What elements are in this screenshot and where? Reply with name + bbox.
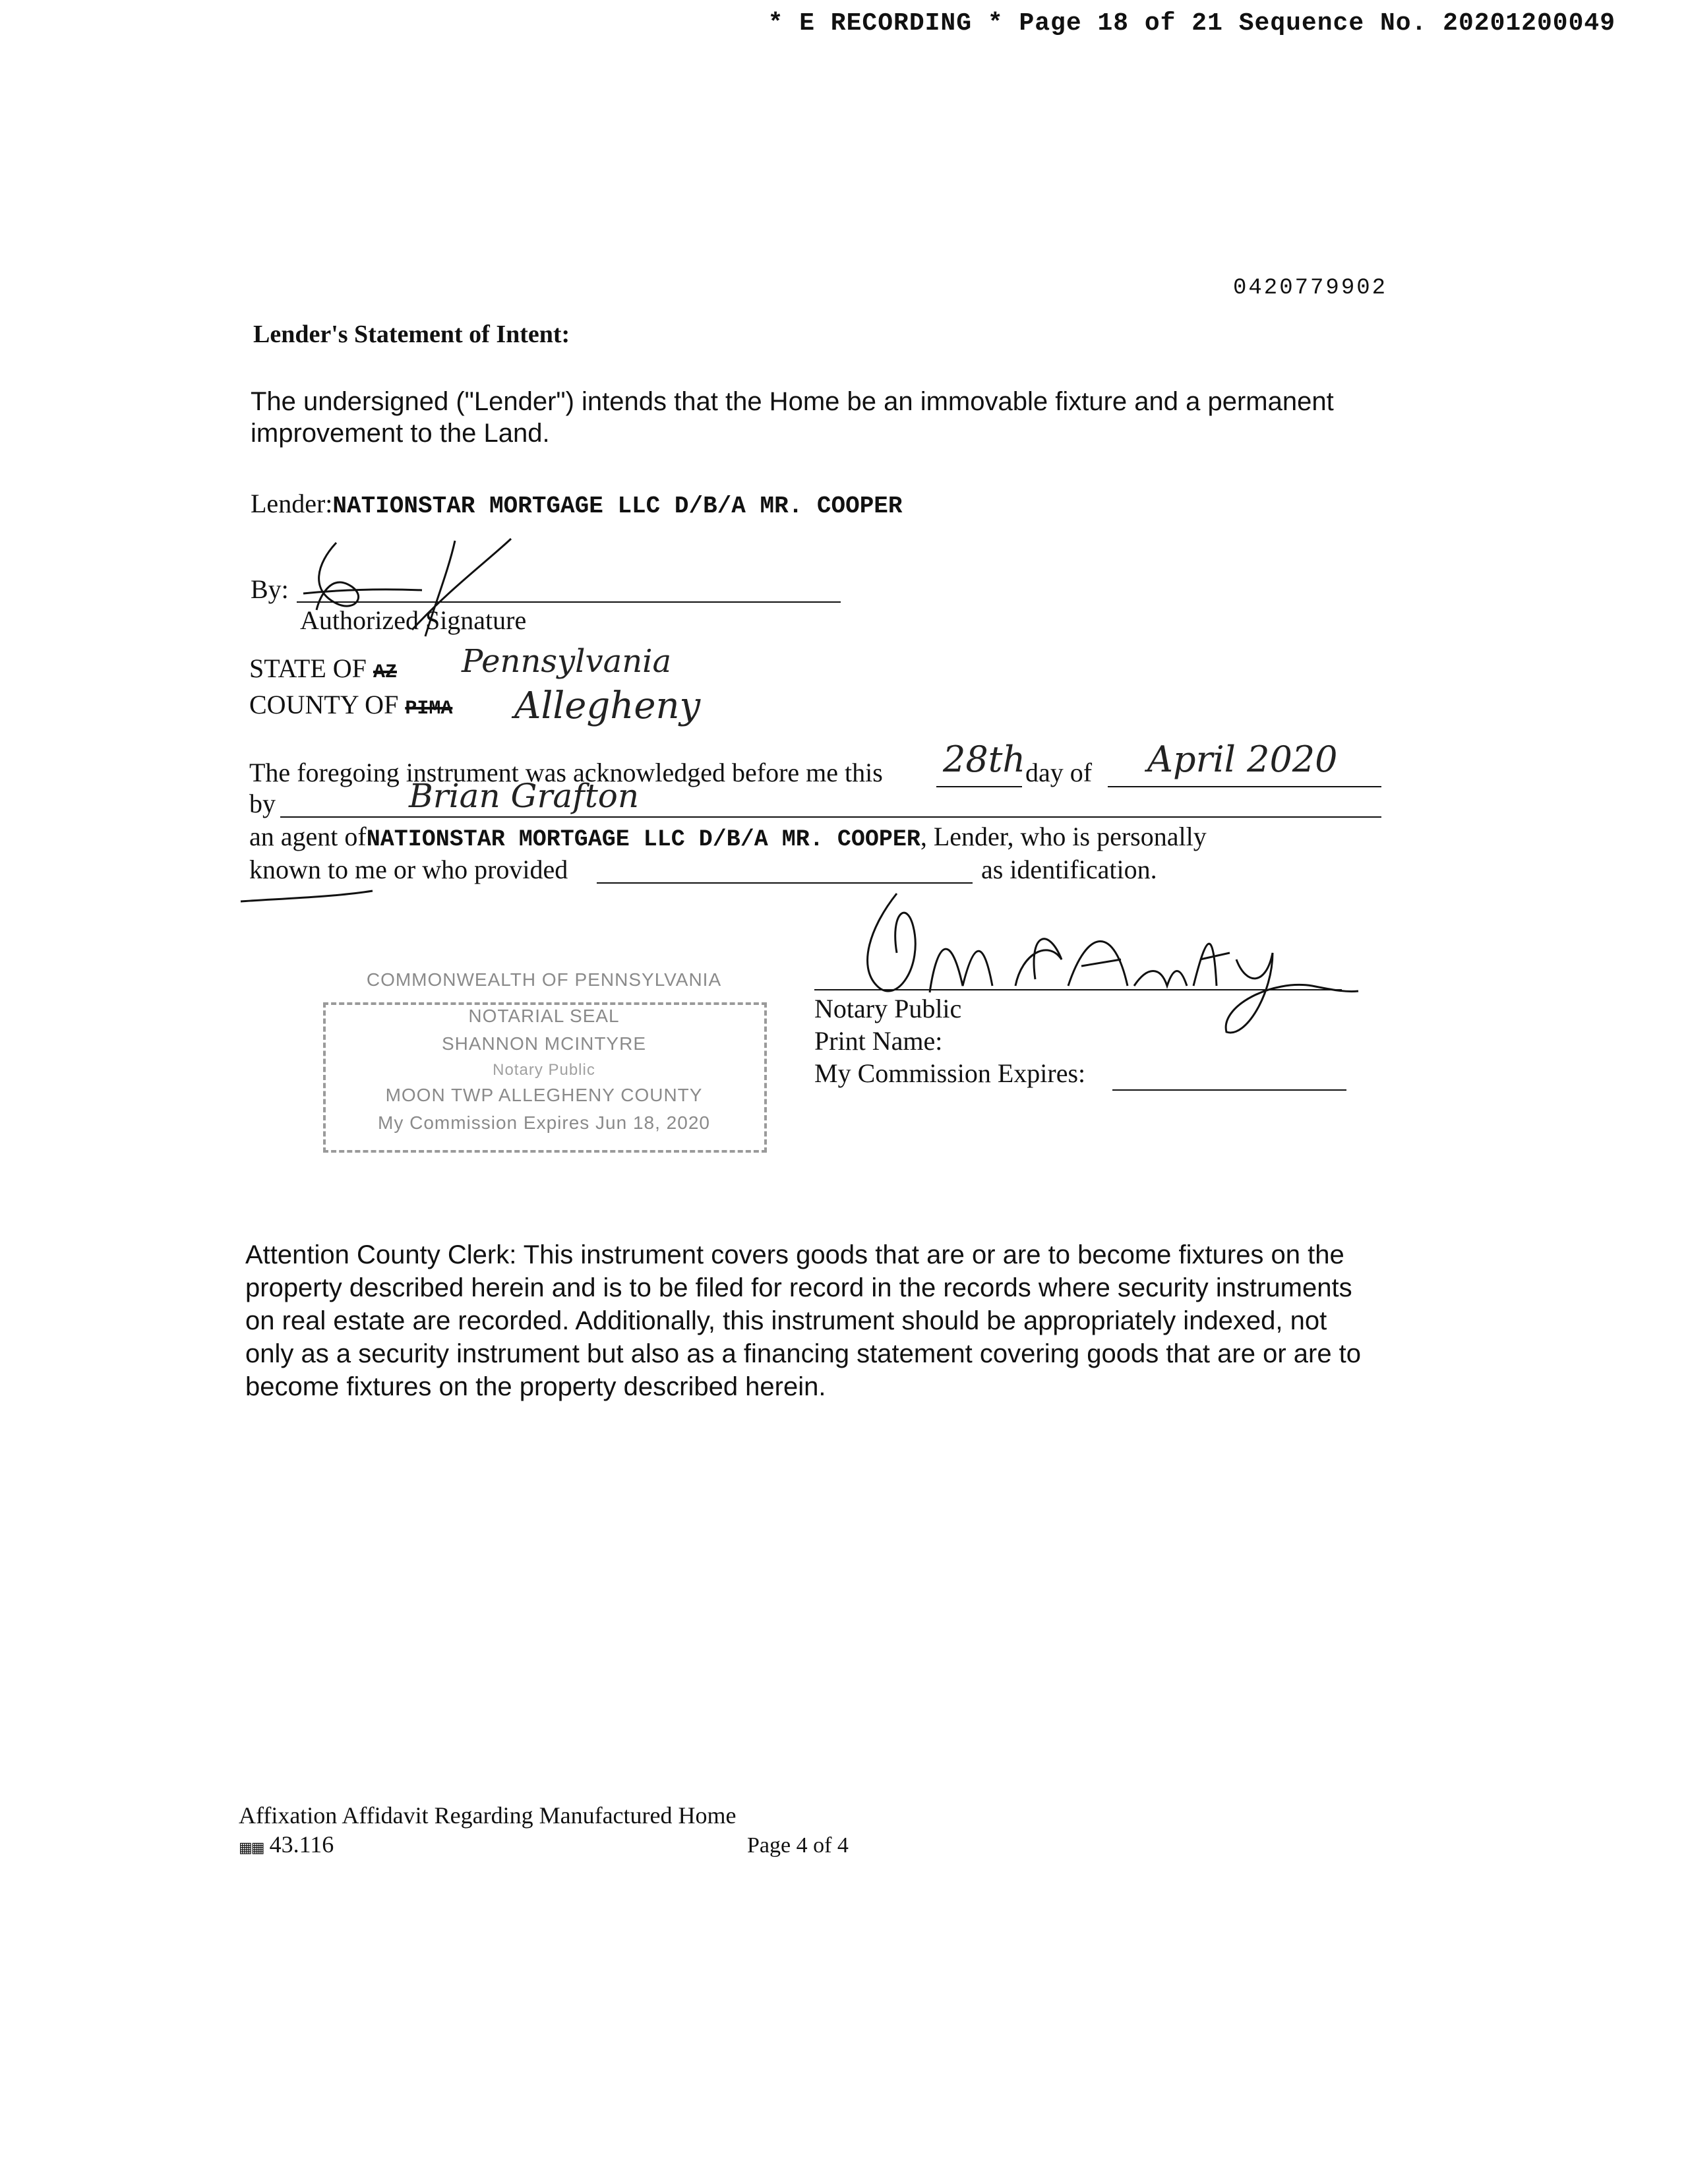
state-line — [249, 653, 397, 684]
recording-header: * E RECORDING * Page 18 of 21 Sequence No. 20201200049 — [768, 9, 1615, 38]
identification-line — [597, 882, 973, 884]
seal-line-commonwealth: COMMONWEALTH OF PENNSYLVANIA — [366, 969, 722, 990]
agent-prefix: an agent of — [249, 822, 367, 851]
agent-suffix: , Lender, who is personally — [920, 822, 1207, 851]
footer-page-number: Page 4 of 4 — [747, 1833, 849, 1858]
state-label: STATE OF — [249, 653, 367, 683]
form-code-mark: ▦▦ — [239, 1839, 264, 1856]
state-handwritten: Pennsylvania — [462, 643, 672, 680]
lender-name: NATIONSTAR MORTGAGE LLC D/B/A MR. COOPER — [332, 493, 903, 520]
notary-signature-line — [814, 989, 1342, 990]
authorized-signature-caption: Authorized Signature — [300, 605, 527, 635]
month-year-handwritten: April 2020 — [1147, 739, 1338, 780]
loan-number: 0420779902 — [1233, 276, 1388, 301]
day-line — [936, 786, 1022, 787]
agent-name: NATIONSTAR MORTGAGE LLC D/B/A MR. COOPER — [366, 826, 920, 853]
footer-form-title: Affixation Affidavit Regarding Manufactured Home — [239, 1802, 737, 1829]
month-year-line — [1108, 786, 1381, 787]
county-struck-text: PIMA — [405, 698, 453, 720]
acknowledgment-text: The foregoing instrument was acknowledged before me this — [249, 758, 883, 787]
by-name-label: by — [249, 789, 276, 818]
lender-line — [251, 488, 903, 520]
pen-stroke-mark — [237, 887, 382, 907]
intent-paragraph: The undersigned ("Lender") intends that the Home be an immovable fixture and a permanent improvement to the Land. — [251, 387, 1334, 448]
county-handwritten: Allegheny — [514, 684, 701, 727]
notary-public-title: Notary Public — [814, 994, 962, 1023]
footer-form-code: ▦▦ 43.116 — [239, 1831, 334, 1858]
section-title: Lender's Statement of Intent: — [253, 320, 570, 348]
notarial-seal-stamp — [323, 969, 765, 1147]
county-label: COUNTY OF — [249, 690, 399, 719]
seal-line-expiration: My Commission Expires Jun 18, 2020 — [378, 1112, 710, 1133]
by-name-line — [280, 816, 1381, 818]
lender-label: Lender: — [251, 489, 333, 518]
seal-line-county: MOON TWP ALLEGHENY COUNTY — [385, 1085, 703, 1105]
day-of-label: day of — [1025, 758, 1093, 787]
commission-expires-line — [1112, 1089, 1346, 1091]
seal-line-notary-name: SHANNON MCINTYRE — [441, 1033, 646, 1054]
print-name-label: Print Name: — [814, 1026, 943, 1056]
agent-line — [249, 821, 1207, 853]
state-struck-text: AZ — [373, 661, 397, 684]
day-handwritten: 28th — [943, 739, 1026, 780]
attention-county-clerk: Attention County Clerk: This instrument covers goods that are or are to become fixtures on the property described herein and is to be filed for record in the records where security instruments on real estate are recorded. Additionally, this instrument should be appropriately indexed, not only as a security instrument but also as a financing statement covering goods that are or are to become fixtures on the property described herein. — [245, 1240, 1362, 1401]
by-label: By: — [251, 574, 289, 604]
commission-expires-label: My Commission Expires: — [814, 1058, 1086, 1088]
known-text: known to me or who provided — [249, 855, 568, 884]
county-line — [249, 689, 452, 720]
seal-line-notarial-seal: NOTARIAL SEAL — [468, 1006, 620, 1026]
as-identification: as identification. — [981, 855, 1157, 884]
seal-line-notary-public: Notary Public — [493, 1061, 595, 1079]
notary-block — [814, 992, 1085, 1089]
by-name-handwritten: Brian Grafton — [409, 777, 640, 815]
